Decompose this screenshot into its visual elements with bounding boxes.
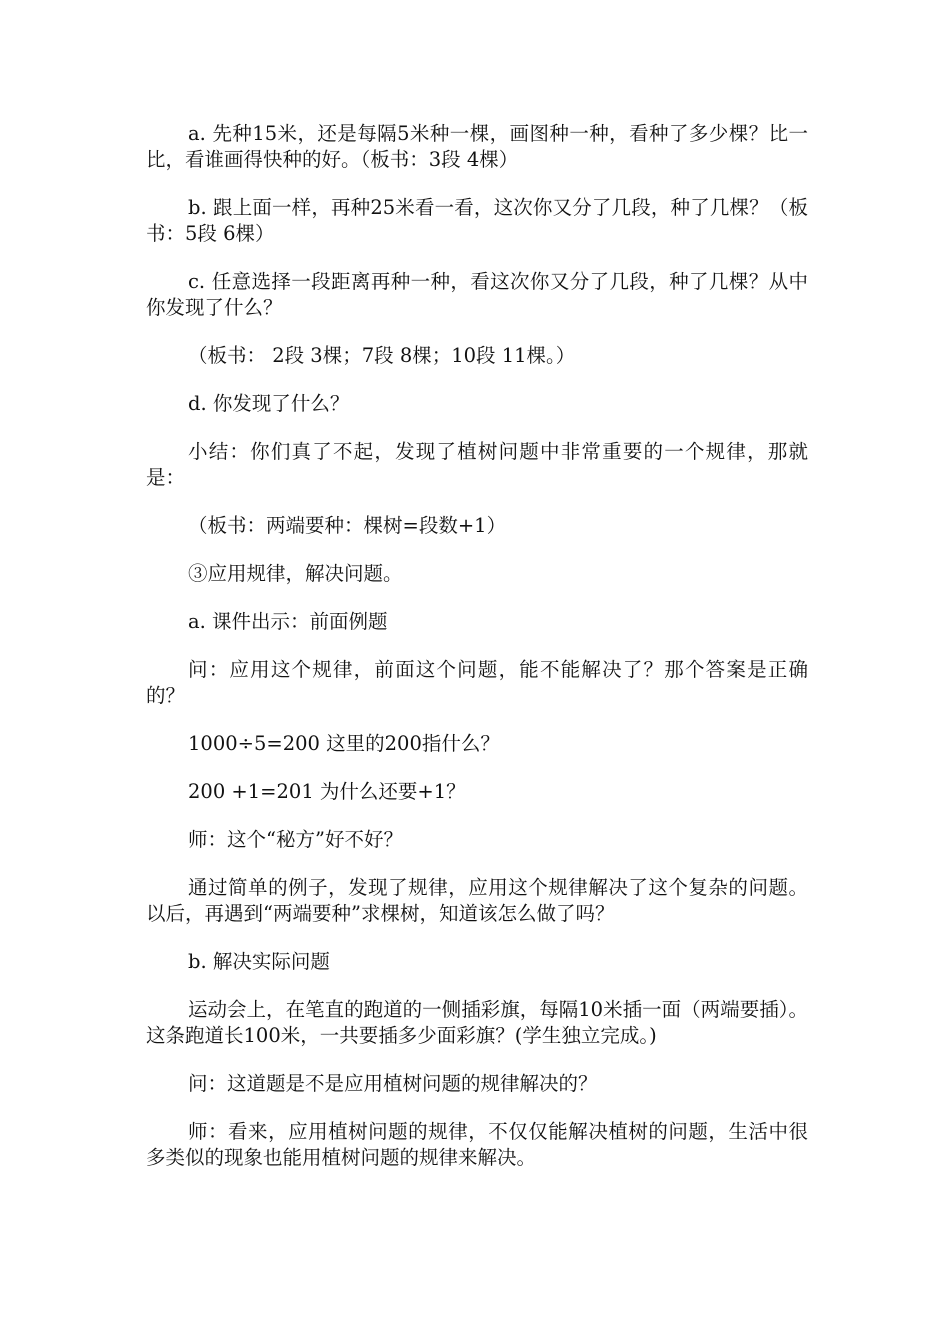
paragraph-conclusion: 通过简单的例子，发现了规律，应用这个规律解决了这个复杂的问题。以后，再遇到“两端要种”求棵树，知道该怎么做了吗？ [146,876,808,925]
paragraph-question-1: 问：应用这个规律，前面这个问题，能不能解决了？那个答案是正确的？ [146,658,808,707]
paragraph-section-apply: ③应用规律，解决问题。 [188,562,403,585]
paragraph-problem: 运动会上，在笔直的跑道的一侧插彩旗，每隔10米插一面（两端要插）。这条跑道长100米，一共要插多少面彩旗？(学生独立完成。) [146,998,808,1047]
paragraph-teacher-1: 师：这个“秘方”好不好？ [188,828,403,851]
paragraph-equation-1: 1000÷5=200 这里的200指什么？ [188,732,500,755]
paragraph-step-d: d. 你发现了什么？ [188,392,350,415]
paragraph-apply-a: a. 课件出示：前面例题 [188,610,388,633]
paragraph-equation-2: 200 +1=201 为什么还要+1？ [188,780,466,803]
paragraph-step-c: c. 任意选择一段距离再种一种，看这次你又分了几段，种了几棵？从中你发现了什么？ [146,270,808,319]
paragraph-summary: 小结：你们真了不起，发现了植树问题中非常重要的一个规律，那就是： [146,440,808,489]
document-body [146,121,808,1193]
paragraph-step-a: a. 先种15米，还是每隔5米种一棵，画图种一种，看种了多少棵？比一比，看谁画得快种的好。（板书：3段 4棵） [146,122,808,171]
paragraph-board-note-2: （板书：两端要种：棵树=段数+1） [188,514,507,537]
paragraph-question-2: 问：这道题是不是应用植树问题的规律解决的？ [188,1072,598,1095]
paragraph-board-note-1: （板书： 2段 3棵；7段 8棵；10段 11棵。） [188,344,576,367]
paragraph-apply-b: b. 解决实际问题 [188,950,330,973]
paragraph-teacher-2: 师：看来，应用植树问题的规律，不仅仅能解决植树的问题，生活中很多类似的现象也能用植树问题的规律来解决。 [146,1120,808,1169]
paragraph-step-b: b. 跟上面一样，再种25米看一看，这次你又分了几段，种了几棵？（板书：5段 6棵） [146,196,808,245]
